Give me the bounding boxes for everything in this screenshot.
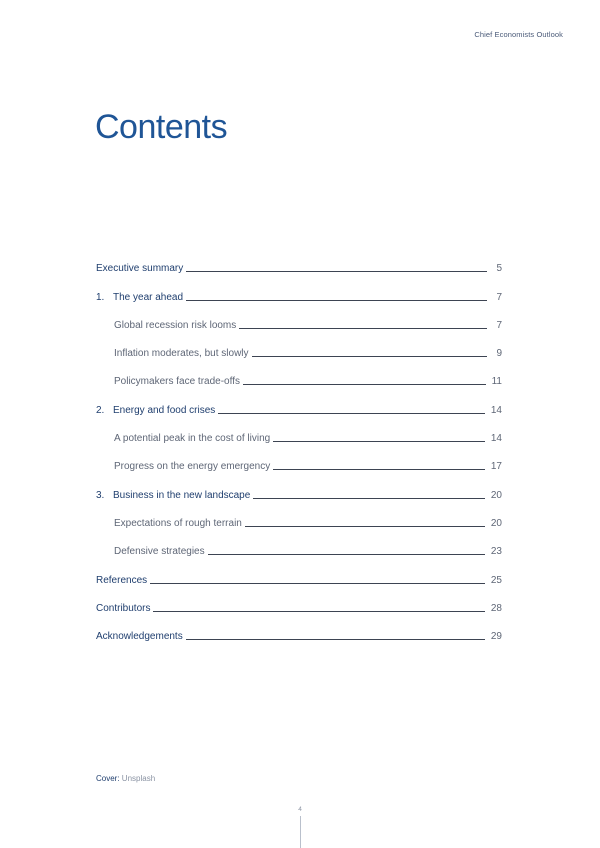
cover-credit-source: Unsplash — [121, 774, 156, 783]
table-of-contents — [96, 246, 502, 642]
toc-leader-line — [243, 384, 486, 385]
toc-entry-page: 14 — [490, 404, 502, 416]
toc-leader-line — [186, 639, 485, 640]
toc-entry-number: 1. — [96, 291, 105, 303]
toc-entry-label: Expectations of rough terrain — [114, 517, 242, 529]
toc-entry-page: 5 — [496, 263, 502, 275]
toc-leader-line — [273, 441, 485, 442]
toc-entry[interactable] — [96, 557, 502, 585]
toc-entry[interactable] — [96, 501, 502, 529]
page-number: 4 — [298, 806, 302, 813]
toc-leader-line — [186, 271, 487, 272]
toc-entry-page: 28 — [490, 602, 502, 614]
cover-credit-label: Cover: — [96, 774, 120, 783]
toc-entry-page: 7 — [496, 291, 502, 303]
toc-leader-line — [218, 413, 485, 414]
toc-entry-page: 17 — [490, 461, 502, 473]
toc-entry[interactable] — [96, 359, 502, 387]
footer-rule — [300, 816, 301, 848]
toc-leader-line — [252, 356, 487, 357]
toc-entry-number: 2. — [96, 404, 105, 416]
toc-entry[interactable] — [96, 387, 502, 415]
toc-leader-line — [153, 611, 484, 612]
toc-entry-label: Inflation moderates, but slowly — [114, 348, 249, 360]
toc-entry-label: References — [96, 574, 148, 586]
toc-entry-page: 11 — [491, 376, 502, 388]
toc-entry[interactable] — [96, 586, 502, 614]
toc-entry-label: A potential peak in the cost of living — [114, 433, 271, 445]
toc-entry[interactable] — [96, 614, 502, 642]
toc-leader-line — [150, 583, 485, 584]
toc-entry-label: Global recession risk looms — [114, 319, 237, 331]
toc-leader-line — [273, 469, 485, 470]
toc-leader-line — [239, 328, 487, 329]
toc-entry-page: 7 — [496, 319, 502, 331]
toc-entry[interactable] — [96, 529, 502, 557]
toc-entry[interactable] — [96, 416, 502, 444]
toc-entry-page: 23 — [490, 546, 502, 558]
toc-entry-label: Progress on the energy emergency — [114, 461, 271, 473]
toc-entry-page: 20 — [490, 517, 502, 529]
toc-leader-line — [208, 554, 485, 555]
toc-entry-page: 9 — [496, 348, 502, 360]
toc-entry-page: 20 — [490, 489, 502, 501]
toc-entry-label: Executive summary — [96, 263, 184, 275]
toc-entry-label: Contributors — [96, 602, 151, 614]
toc-entry[interactable] — [96, 444, 502, 472]
toc-entry-label: Energy and food crises — [113, 404, 216, 416]
toc-entry-label: Defensive strategies — [114, 546, 205, 558]
running-header: Chief Economists Outlook — [474, 30, 563, 39]
toc-entry[interactable] — [96, 303, 502, 331]
toc-entry[interactable] — [96, 274, 502, 302]
toc-entry-label: Acknowledgements — [96, 631, 183, 643]
toc-entry[interactable] — [96, 331, 502, 359]
toc-leader-line — [253, 498, 485, 499]
toc-entry[interactable] — [96, 246, 502, 274]
toc-entry-number: 3. — [96, 489, 105, 501]
toc-entry-label: The year ahead — [113, 291, 184, 303]
toc-entry[interactable] — [96, 472, 502, 500]
toc-entry-page: 14 — [490, 433, 502, 445]
page-title: Contents — [95, 108, 228, 146]
toc-entry-page: 29 — [490, 631, 502, 643]
toc-leader-line — [245, 526, 485, 527]
toc-entry-page: 25 — [490, 574, 502, 586]
toc-leader-line — [186, 300, 487, 301]
toc-entry-label: Policymakers face trade-offs — [114, 376, 240, 388]
toc-entry-label: Business in the new landscape — [113, 489, 251, 501]
cover-credit — [96, 774, 155, 783]
